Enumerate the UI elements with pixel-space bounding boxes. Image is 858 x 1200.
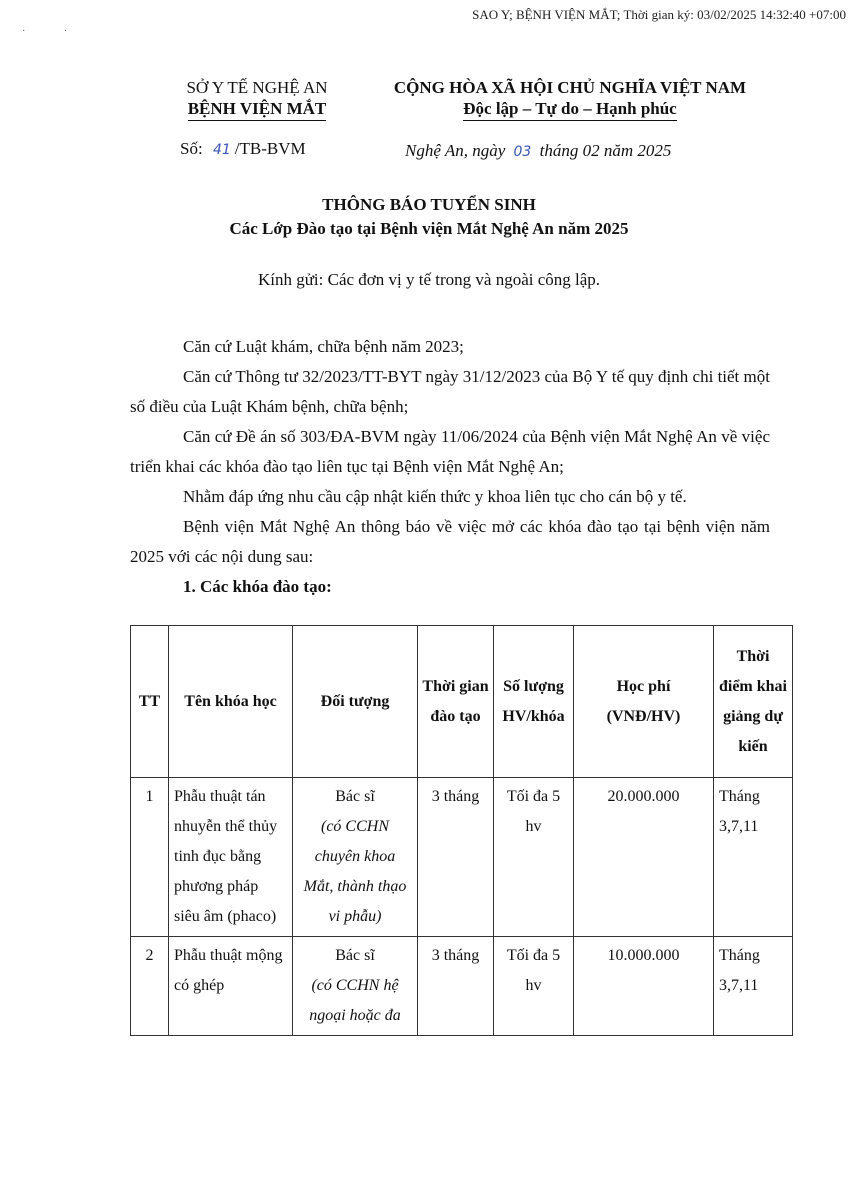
date-day-handwritten: 03 [513, 144, 532, 160]
row-capacity: Tối đa 5 hv [494, 778, 574, 937]
issuer-block [168, 78, 346, 121]
header-start: Thời điểm khai giảng dự kiến [714, 626, 793, 778]
scan-specks: · · [22, 26, 86, 37]
title-line1: THÔNG BÁO TUYỂN SINH [322, 195, 536, 214]
row-target [293, 778, 418, 937]
courses-table [130, 625, 793, 1036]
legal-basis-3: Căn cứ Đề án số 303/ĐA-BVM ngày 11/06/2024 của Bệnh viện Mắt Nghệ An về việc triển khai các khóa đào tạo liên tục tại Bệnh viện Mắt Nghệ An; [130, 427, 770, 476]
row-duration: 3 tháng [418, 778, 494, 937]
doc-number-prefix: Số: [180, 139, 203, 158]
header-tt: TT [131, 626, 169, 778]
recipient-line: Kính gửi: Các đơn vị y tế trong và ngoài công lập. [257, 270, 601, 289]
table-header-row [131, 626, 793, 778]
row-target [293, 937, 418, 1036]
section-1-heading: 1. Các khóa đào tạo: [183, 577, 332, 596]
document-title [0, 193, 858, 241]
header-target: Đối tượng [293, 626, 418, 778]
doc-number-handwritten: 41 [212, 142, 231, 158]
digital-signature-stamp: SAO Y; BỆNH VIỆN MẮT; Thời gian ký: 03/02/2025 14:32:40 +07:00 [472, 7, 846, 22]
nation-motto: Độc lập – Tự do – Hạnh phúc [463, 98, 676, 121]
header-course: Tên khóa học [169, 626, 293, 778]
row-capacity: Tối đa 5 hv [494, 937, 574, 1036]
row-start: Tháng 3,7,11 [714, 778, 793, 937]
row-course: Phẫu thuật tán nhuyễn thể thủy tinh đục bằng phương pháp siêu âm (phaco) [169, 778, 293, 937]
title-line2: Các Lớp Đào tạo tại Bệnh viện Mắt Nghệ An năm 2025 [229, 219, 629, 238]
issuer-hospital: BỆNH VIỆN MẮT [188, 98, 327, 121]
target-main: Bác sĩ [335, 788, 375, 805]
legal-basis-2: Căn cứ Thông tư 32/2023/TT-BYT ngày 31/12/2023 của Bộ Y tế quy định chi tiết một số điều của Luật Khám bệnh, chữa bệnh; [130, 367, 770, 416]
table-row [131, 937, 793, 1036]
row-tt: 1 [131, 778, 169, 937]
doc-number-suffix: /TB-BVM [234, 139, 306, 158]
date-suffix: tháng 02 năm 2025 [539, 141, 672, 160]
row-tt: 2 [131, 937, 169, 1036]
document-number [180, 139, 306, 159]
table-row [131, 778, 793, 937]
row-fee: 10.000.000 [574, 937, 714, 1036]
header-fee: Học phí (VNĐ/HV) [574, 626, 714, 778]
target-note: (có CCHN hệ ngoại hoặc đa [309, 977, 401, 1024]
date-prefix: Nghệ An, ngày [405, 141, 506, 160]
row-start: Tháng 3,7,11 [714, 937, 793, 1036]
row-duration: 3 tháng [418, 937, 494, 1036]
target-note: (có CCHN chuyên khoa Mắt, thành thạo vi phẫu) [303, 818, 407, 925]
nation-name: CỘNG HÒA XÃ HỘI CHỦ NGHĨA VIỆT NAM [393, 78, 747, 97]
body-text [130, 332, 770, 602]
row-course: Phẫu thuật mộng có ghép [169, 937, 293, 1036]
date-line [405, 141, 671, 161]
national-header [360, 78, 780, 121]
header-duration: Thời gian đào tạo [418, 626, 494, 778]
target-main: Bác sĩ [335, 947, 375, 964]
row-fee: 20.000.000 [574, 778, 714, 937]
issuer-department: SỞ Y TẾ NGHỆ AN [186, 78, 328, 97]
header-capacity: Số lượng HV/khóa [494, 626, 574, 778]
announcement-paragraph: Bệnh viện Mắt Nghệ An thông báo về việc mở các khóa đào tạo tại bệnh viện năm 2025 với các nội dung sau: [130, 517, 770, 566]
purpose-paragraph: Nhằm đáp ứng nhu cầu cập nhật kiến thức y khoa liên tục cho cán bộ y tế. [183, 487, 687, 506]
legal-basis-1: Căn cứ Luật khám, chữa bệnh năm 2023; [183, 337, 464, 356]
